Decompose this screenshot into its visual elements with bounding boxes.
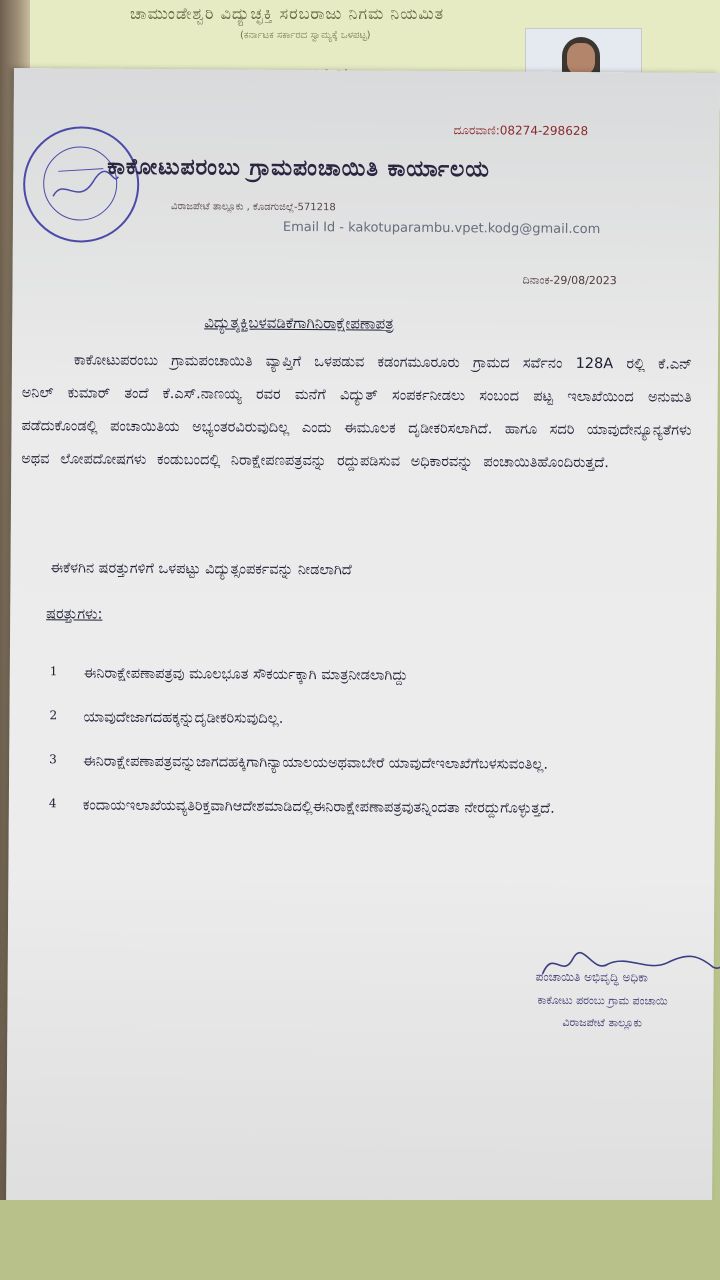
letter-subject: ವಿದ್ಯುತ್ಶಕ್ತಿಬಳವಡಿಕೆಗಾಗಿನಿರಾಕ್ಷೇಪಣಾಪತ್ರ [204,313,394,333]
condition-number: 2 [49,708,58,723]
condition-number: 4 [48,796,57,811]
conditions-list [49,654,690,828]
signatory-office: ಕಾಕೋಟು ಪರಂಬು ಗ್ರಾಮ ಪಂಚಾಯಿ [537,993,668,1008]
condition-item [49,742,689,784]
conditions-intro: ಈಕೆಳಗಿನ ಷರತ್ತುಗಳಿಗೆ ಒಳಪಟ್ಟು ವಿದ್ಯುತ್ಸಂಪರ್ಕವನ್ನು ನೀಡಲಾಗಿದೆ [50,560,352,579]
office-seal-stamp [23,126,140,243]
letterhead-address: ವಿರಾಜಪೇಟೆ ತಾಲ್ಲೂಕು , ಕೊಡಗುಜಿಲ್ಲೆ-571218 [170,201,336,214]
applicant-photo [525,28,642,76]
condition-item [49,786,689,828]
condition-number: 1 [49,664,58,679]
seal-signature-icon [23,126,136,239]
letterhead-phone: ದೂರವಾಣಿ:08274-298628 [453,123,589,139]
condition-item [49,698,689,740]
noc-letter [6,68,720,1213]
letter-body-paragraph: ಕಾಕೋಟುಪರಂಬು ಗ್ರಾಮಪಂಚಾಯಿತಿ ವ್ಯಾಪ್ತಿಗೆ ಒಳಪಡುವ ಕಡಂಗಮೂರೂರು ಗ್ರಾಮದ ಸರ್ವೆನಂ 128A ರಲ್ಲಿ ಕೆ.ಎನ್ ಅನಿಲ್ ಕುಮಾರ್ ತಂದೆ ಕೆ.ಎಸ್.ನಾಣಯ್ಯ ರವರ ಮನೆಗೆ ವಿದ್ಯುತ್ ಸಂಪರ್ಕನೀಡಲು ಸಂಬಂದ ಪಟ್ಟ ಇಲಾಖೆಯಿಂದ ಅನುಮತಿ ಪಡೆದುಕೊಂಡಲ್ಲಿ ಪಂಚಾಯಿತಿಯ ಅಭ್ಯಂತರವಿರುವುದಿಲ್ಲ ಎಂದು ಈಮೂಲಕ ದೃಡೀಕರಿಸಲಾಗಿದೆ. ಹಾಗೂ ಸದರಿ ಯಾವುದೇನ್ಯೂನ್ಯತೆಗಳು ಅಥವ ಲೋಪದೋಷಗಳು ಕಂಡುಬಂದಲ್ಲಿ ನಿರಾಕ್ಷೇಪಣಪತ್ರವನ್ನು ರದ್ದುಪಡಿಸುವ ಅಧಿಕಾರವನ್ನು ಪಂಚಾಯಿತಿಹೊಂದಿರುತ್ತದೆ. [21,352,693,472]
condition-text: ಕಂದಾಯಇಲಾಖೆಯವ್ಯತಿರಿಕ್ತವಾಗಿಆದೇಶಮಾಡಿದಲ್ಲಿಈನಿರಾಕ್ಷೇಪಣಾಪತ್ರವುತನ್ನಿಂದತಾ ನೇರದ್ದುಗೊಳ್ಳುತ್ತದೆ. [82,797,555,817]
background-form-subtitle: (ಕರ್ನಾಟಕ ಸರ್ಕಾರದ ಸ್ವಾಮ್ಯಕ್ಕೆ ಒಳಪಟ್ಟ) [240,30,371,41]
condition-text: ಯಾವುದೇಜಾಗದಹಕ್ಕನ್ನುದೃಡೀಕರಿಸುವುದಿಲ್ಲ. [83,709,284,727]
background-form-title: ಚಾಮುಂಡೇಶ್ವರಿ ವಿದ್ಯುಚ್ಛಕ್ತಿ ಸರಬರಾಜು ನಿಗಮ ನಿಯಮಿತ [130,4,445,23]
letter-date: ದಿನಾಂಕ-29/08/2023 [522,273,617,288]
condition-text: ಈನಿರಾಕ್ಷೇಪಣಾಪತ್ರವು ಮೂಲಭೂತ ಸೌಕರ್ಯಕ್ಕಾಗಿ ಮಾತ್ರನೀಡಲಾಗಿದ್ದು [83,665,408,684]
conditions-title: ಷರತ್ತುಗಳು: [46,606,103,623]
condition-text: ಈನಿರಾಕ್ಷೇಪಣಾಪತ್ರವನ್ನುಜಾಗದಹಕ್ಕಿಗಾಗಿನ್ಯಾಯಾಲಯಅಥವಾಬೇರೆ ಯಾವುದೇಇಲಾಖೆಗೆಬಳಸುವಂತಿಲ್ಲ. [83,753,549,773]
signatory-designation: ಪಂಚಾಯಿತಿ ಅಭಿವೃದ್ಧಿ ಅಧಿಕಾ [535,969,648,985]
signatory-taluk: ವಿರಾಜಪೇಟೆ ತಾಲ್ಲೂಕು [562,1015,643,1030]
condition-item [50,654,690,696]
condition-number: 3 [49,752,57,767]
background-surface [0,1200,720,1280]
letterhead-email: Email Id - kakotuparambu.vpet.kodg@gmail.com [282,219,601,238]
letterhead-office-title: ಕಾಕೋಟುಪರಂಬು ಗ್ರಾಮಪಂಚಾಯಿತಿ ಕಾರ್ಯಾಲಯ [107,154,490,183]
